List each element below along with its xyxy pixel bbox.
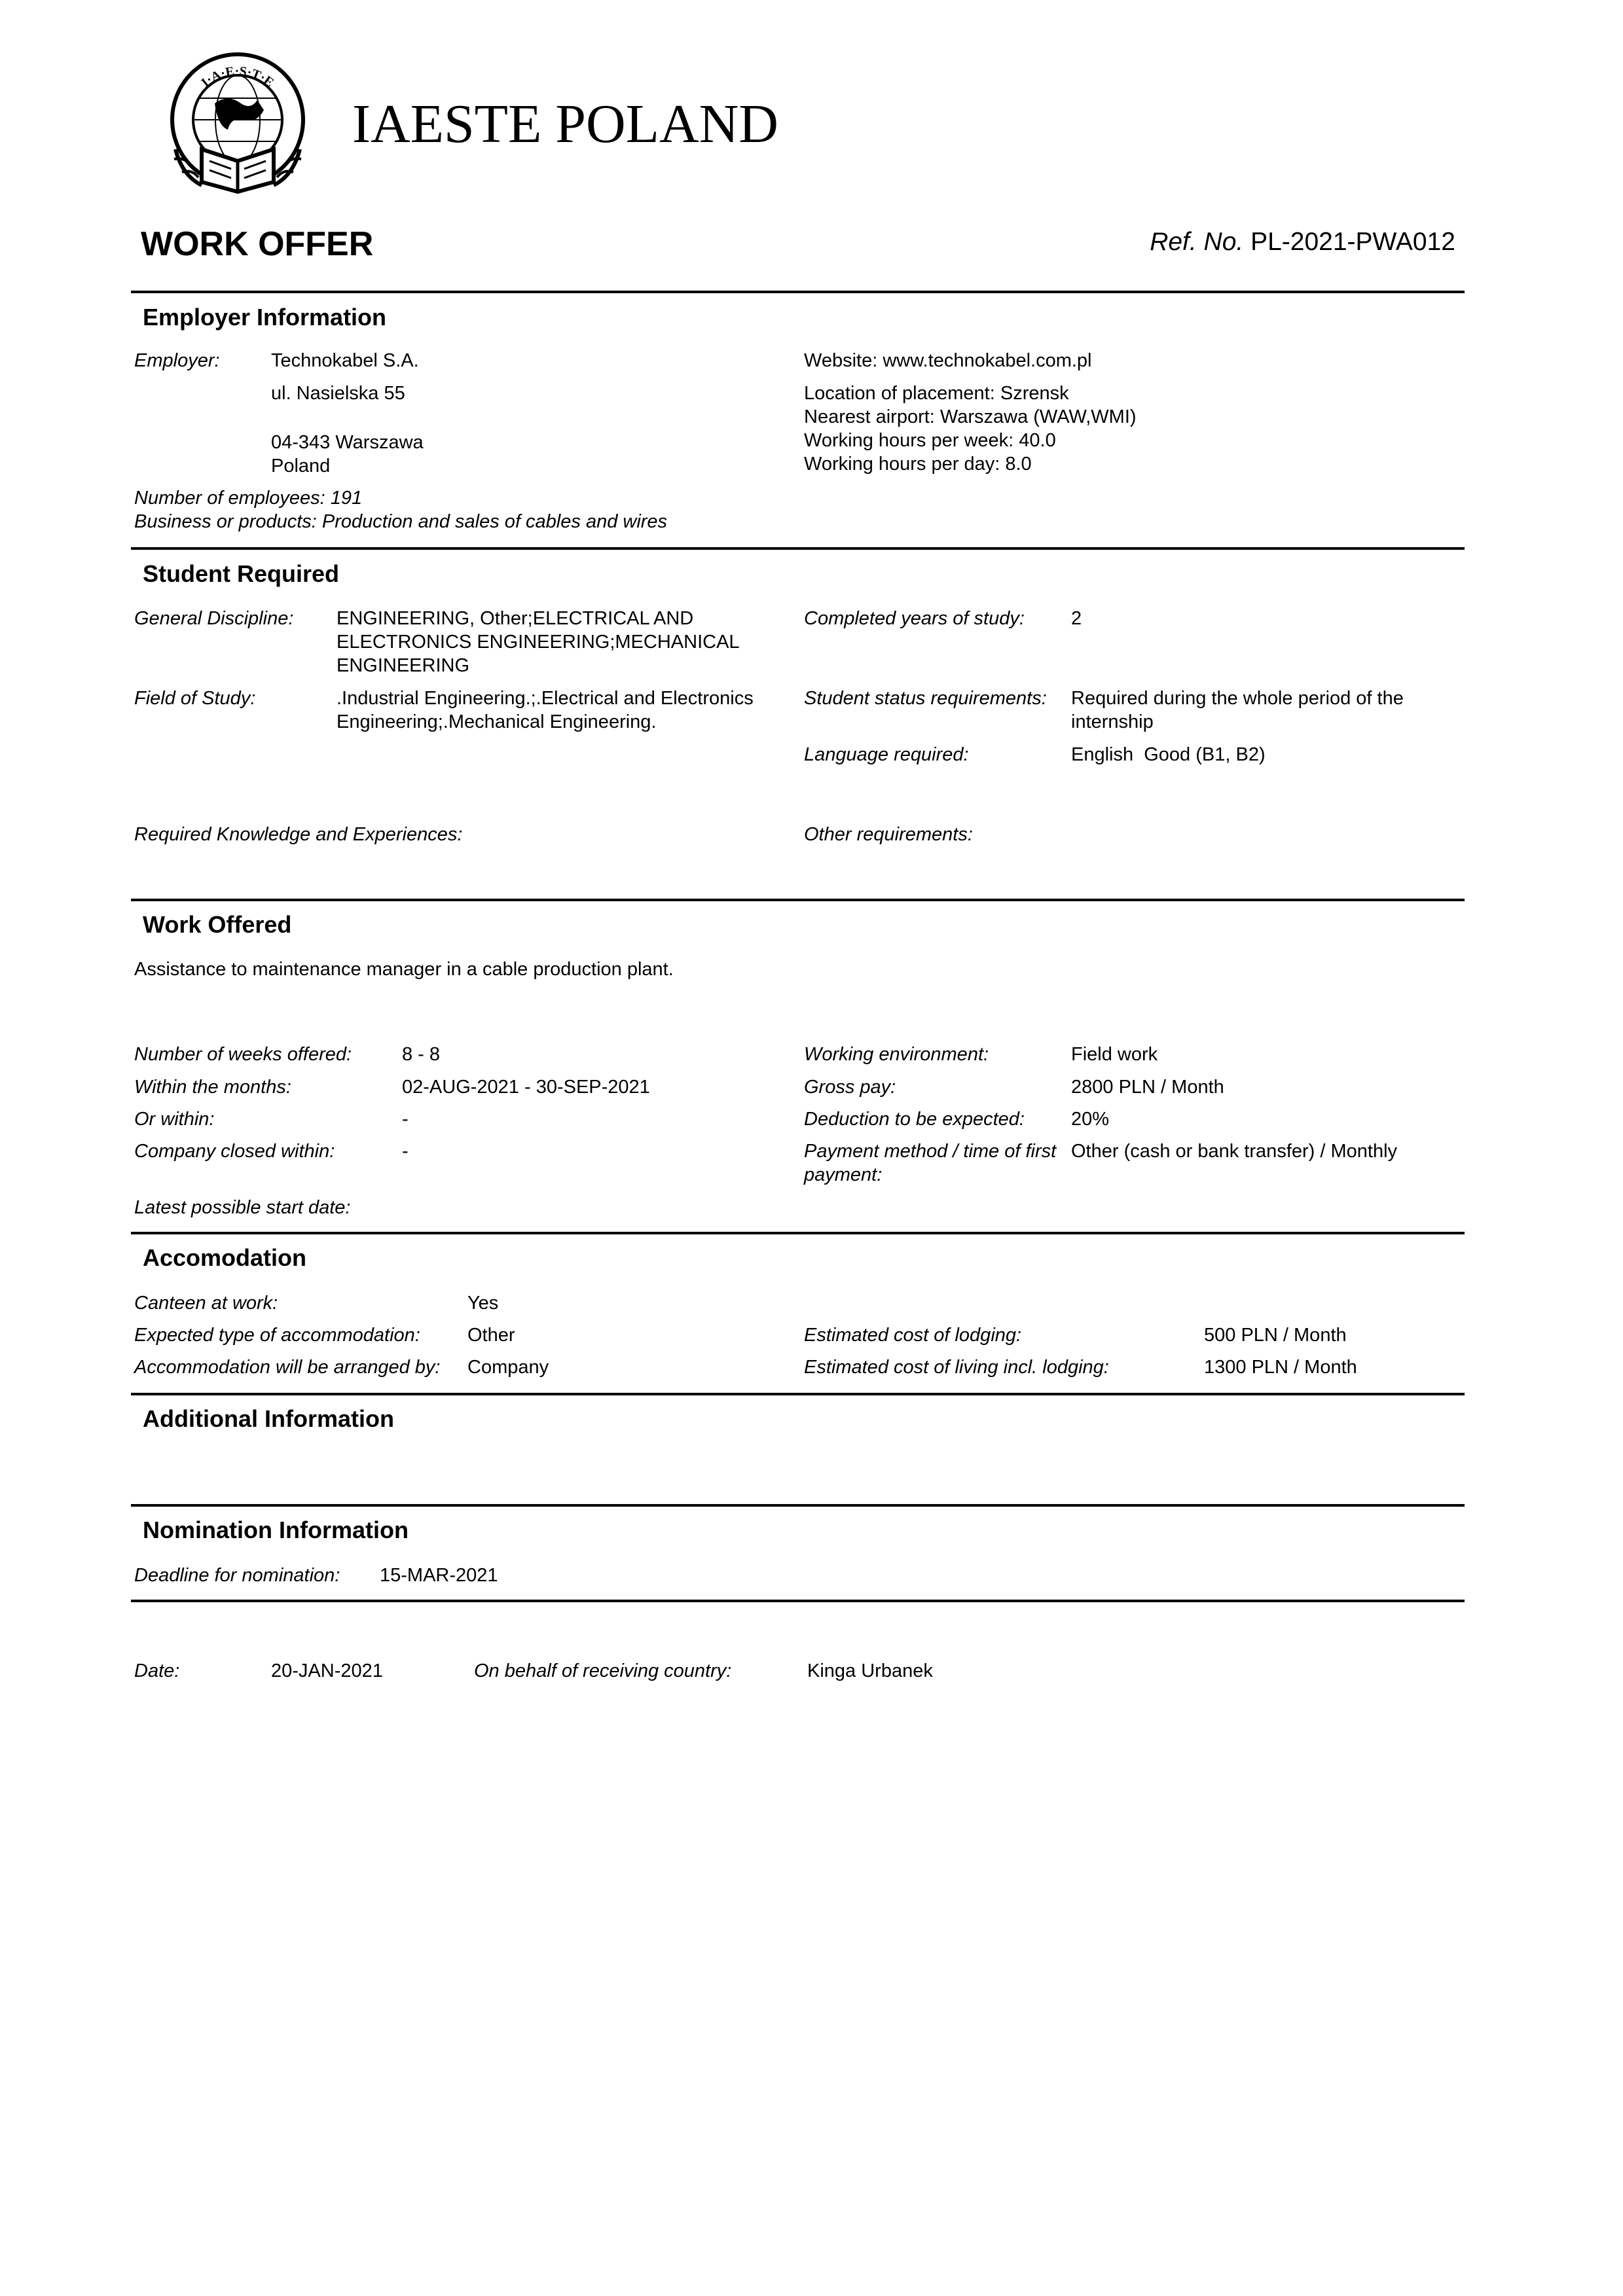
weeks-label: Number of weeks offered: [134,1044,352,1065]
discipline-label: General Discipline: [134,608,294,629]
company-closed-value: - [402,1141,409,1162]
payment-method-label: Payment method / time of first payment: [804,1141,1057,1185]
ref-label: Ref. No. [1150,228,1244,256]
company-closed-label: Company closed within: [134,1141,335,1162]
nearest-airport: Nearest airport: Warszawa (WAW,WMI) [804,406,1137,427]
business-products: Business or products: Production and sales of cables and wires [134,511,668,532]
employer-country: Poland [271,456,331,476]
employer-postcode-city: 04-343 Warszawa [271,432,424,453]
living-cost-label: Estimated cost of living incl. lodging: [804,1357,1109,1378]
employer-heading: Employer Information [143,304,387,331]
employee-count: Number of employees: 191 [134,488,363,509]
field-of-study-label: Field of Study: [134,688,256,709]
or-within-label: Or within: [134,1109,215,1130]
deadline-value: 15-MAR-2021 [380,1565,498,1586]
years-value: 2 [1071,608,1082,629]
arranged-by-value: Company [467,1357,549,1378]
weeks-value: 8 - 8 [402,1044,441,1065]
section-divider [131,899,1465,901]
accommodation-heading: Accomodation [143,1244,307,1271]
years-label: Completed years of study: [804,608,1025,629]
employer-label: Employer: [134,350,220,371]
work-description: Assistance to maintenance manager in a cable production plant. [134,959,674,980]
hours-per-day: Working hours per day: 8.0 [804,454,1032,475]
status-value: Required during the whole period of the internship [1071,688,1404,732]
date-value: 20-JAN-2021 [271,1660,383,1681]
work-heading: Work Offered [143,911,292,938]
organization-name: IAESTE POLAND [352,94,778,154]
section-divider [131,1600,1465,1602]
employer-website: Website: www.technokabel.com.pl [804,350,1092,371]
nomination-heading: Nomination Information [143,1516,409,1543]
student-heading: Student Required [143,560,340,587]
months-label: Within the months: [134,1077,291,1098]
employer-name: Technokabel S.A. [271,350,419,371]
behalf-value: Kinga Urbanek [807,1660,933,1681]
or-within-value: - [402,1109,409,1130]
placement-location: Location of placement: Szrensk [804,383,1069,404]
months-value: 02-AUG-2021 - 30-SEP-2021 [402,1077,650,1098]
language-value: English Good (B1, B2) [1071,744,1266,765]
section-divider [131,1232,1465,1234]
accommodation-type-value: Other [467,1325,515,1346]
document-title: WORK OFFER [141,225,374,263]
gross-pay-label: Gross pay: [804,1077,896,1098]
lodging-cost-label: Estimated cost of lodging: [804,1325,1022,1346]
section-divider [131,547,1465,550]
latest-start-label: Latest possible start date: [134,1197,351,1218]
svg-text:I·A·E·S·T·E: I·A·E·S·T·E [198,63,277,90]
other-requirements-label: Other requirements: [804,824,973,845]
canteen-value: Yes [467,1293,499,1314]
employer-street: ul. Nasielska 55 [271,383,405,404]
environment-label: Working environment: [804,1044,989,1065]
discipline-value: ENGINEERING, Other;ELECTRICAL AND ELECTRONICS ENGINEERING;MECHANICAL ENGINEERING [337,608,739,676]
iaeste-logo [169,51,306,198]
section-divider [131,1504,1465,1507]
additional-heading: Additional Information [143,1405,394,1432]
gross-pay-value: 2800 PLN / Month [1071,1077,1224,1098]
knowledge-label: Required Knowledge and Experiences: [134,824,463,845]
reference-number [1150,226,1455,259]
date-label: Date: [134,1660,180,1681]
ref-value: PL-2021-PWA012 [1250,228,1455,256]
payment-method-value: Other (cash or bank transfer) / Monthly [1071,1141,1398,1162]
hours-per-week: Working hours per week: 40.0 [804,430,1056,451]
deduction-label: Deduction to be expected: [804,1109,1025,1130]
arranged-by-label: Accommodation will be arranged by: [134,1357,441,1378]
lodging-cost-value: 500 PLN / Month [1204,1325,1347,1346]
accommodation-type-label: Expected type of accommodation: [134,1325,420,1346]
field-of-study-value: .Industrial Engineering.;.Electrical and Electronics Engineering;.Mechanical Engineering. [337,688,754,732]
deduction-value: 20% [1071,1109,1110,1130]
language-label: Language required: [804,744,969,765]
living-cost-value: 1300 PLN / Month [1204,1357,1357,1378]
behalf-label: On behalf of receiving country: [474,1660,732,1681]
section-divider [131,291,1465,293]
deadline-label: Deadline for nomination: [134,1565,340,1586]
canteen-label: Canteen at work: [134,1293,278,1314]
status-label: Student status requirements: [804,688,1047,709]
environment-value: Field work [1071,1044,1158,1065]
section-divider [131,1393,1465,1395]
